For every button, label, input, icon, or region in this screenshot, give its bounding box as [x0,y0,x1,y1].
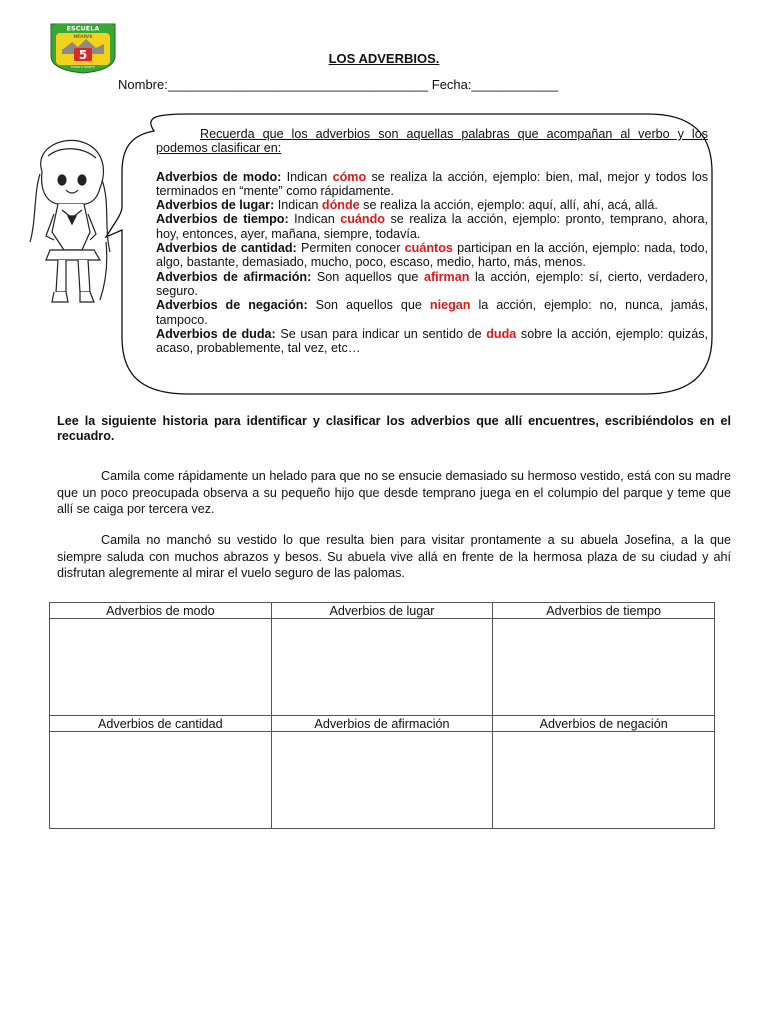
instruction-text: Lee la siguiente historia para identificar y clasificar los adverbios que allí encuentres, escribiéndolos en el recuadro. [57,414,731,443]
page-title: LOS ADVERBIOS. [328,51,440,66]
adverb-definition-afirmacion: Adverbios de afirmación: Son aquellos que afirman la acción, ejemplo: sí, cierto, verdadero, seguro. [156,269,708,298]
story-paragraph-2: Camila no manchó su vestido lo que resulta bien para visitar prontamente a su abuela Josefina, a la que siempre saluda con muchos abrazos y besos. Su abuela vive allá en frente de la hermosa plaza de su ciudad y ahí disfrutan alegremente al mirar el vuelo seguro de las palomas. [57,533,731,580]
table-header-cell: Adverbios de afirmación [271,716,493,732]
table-header-cell: Adverbios de lugar [271,603,493,619]
definition-label: Adverbios de cantidad: [156,241,297,256]
answer-cell-lugar[interactable] [271,619,493,716]
definition-label: Adverbios de negación: [156,298,308,313]
school-logo [48,22,118,74]
answer-cell-tiempo[interactable] [493,619,715,716]
adverb-definition-lugar: Adverbios de lugar: Indican dónde se realiza la acción, ejemplo: aquí, allí, ahí, acá, allá. [156,198,658,213]
bubble-text [156,127,708,355]
answer-cell-afirmacion[interactable] [271,732,493,829]
adverb-definition-duda: Adverbios de duda: Se usan para indicar un sentido de duda sobre la acción, ejemplo: quizás, acaso, probablemente, tal vez, etc… [156,326,708,356]
definition-label: Adverbios de lugar: [156,198,275,213]
definition-label: Adverbios de duda: [156,326,276,341]
definition-keyword: cuándo [340,212,385,227]
answer-cell-negacion[interactable] [493,732,715,829]
definition-keyword: dónde [321,198,360,213]
definition-label: Adverbios de tiempo: [156,212,289,227]
adverb-definition-cantidad: Adverbios de cantidad: Permiten conocer cuántos participan en la acción, ejemplo: nada, todo, algo, bastante, demasiado, mucho, poco, escaso, medio, harto, más, menos. [156,241,708,270]
answer-cell-modo[interactable] [50,619,272,716]
adverb-definition-modo: Adverbios de modo: Indican cómo se realiza la acción, ejemplo: bien, mal, mejor y todos los terminados en “mente” como rápidamente. [156,169,708,198]
definition-keyword: cuántos [404,241,453,256]
logo-number: 5 [78,48,88,62]
table-answer-row [50,732,715,829]
definition-label: Adverbios de modo: [156,169,282,184]
table-header-cell: Adverbios de modo [50,603,272,619]
table-header-cell: Adverbios de cantidad [50,716,272,732]
adverb-definition-negacion: Adverbios de negación: Son aquellos que niegan la acción, ejemplo: no, nunca, jamás, tampoco. [156,298,708,327]
definition-label: Adverbios de afirmación: [156,269,312,284]
table-answer-row [50,619,715,716]
adverb-definition-tiempo: Adverbios de tiempo: Indican cuándo se realiza la acción, ejemplo: pronto, temprano, ahora, hoy, entonces, ayer, mañana, siempre, todavía. [156,212,708,241]
cartoon-girl-illustration [24,132,124,307]
logo-school-name: MIRAMAR [73,34,93,39]
table-header-row [50,716,715,732]
logo-school-top: ESCUELA [66,24,100,33]
name-label: Nombre: [118,77,168,92]
adverbs-answer-table [49,602,715,829]
definition-keyword: cómo [332,169,367,184]
bubble-intro: Recuerda que los adverbios son aquellas palabras que acompañan al verbo y los podemos clasificar en: [156,127,708,156]
table-header-cell: Adverbios de tiempo [493,603,715,619]
name-blank[interactable]: ____________________________________ [167,77,429,92]
date-label: Fecha: [431,77,472,92]
logo-city: PUERTO MONTT [71,65,95,69]
name-date-line [118,77,558,92]
date-blank[interactable]: ____________ [471,77,559,92]
table-header-cell: Adverbios de negación [493,716,715,732]
definition-keyword: niegan [429,298,471,313]
table-header-row [50,603,715,619]
definition-keyword: duda [486,326,517,341]
answer-cell-cantidad[interactable] [50,732,272,829]
story-paragraph-1: Camila come rápidamente un helado para que no se ensucie demasiado su hermoso vestido, está con su madre que un poco preocupada observa a su pequeño hijo que desde temprano juega en el columpio del parque y teme que allí se caiga por tercera vez. [57,469,731,516]
definition-keyword: afirman [423,269,470,284]
